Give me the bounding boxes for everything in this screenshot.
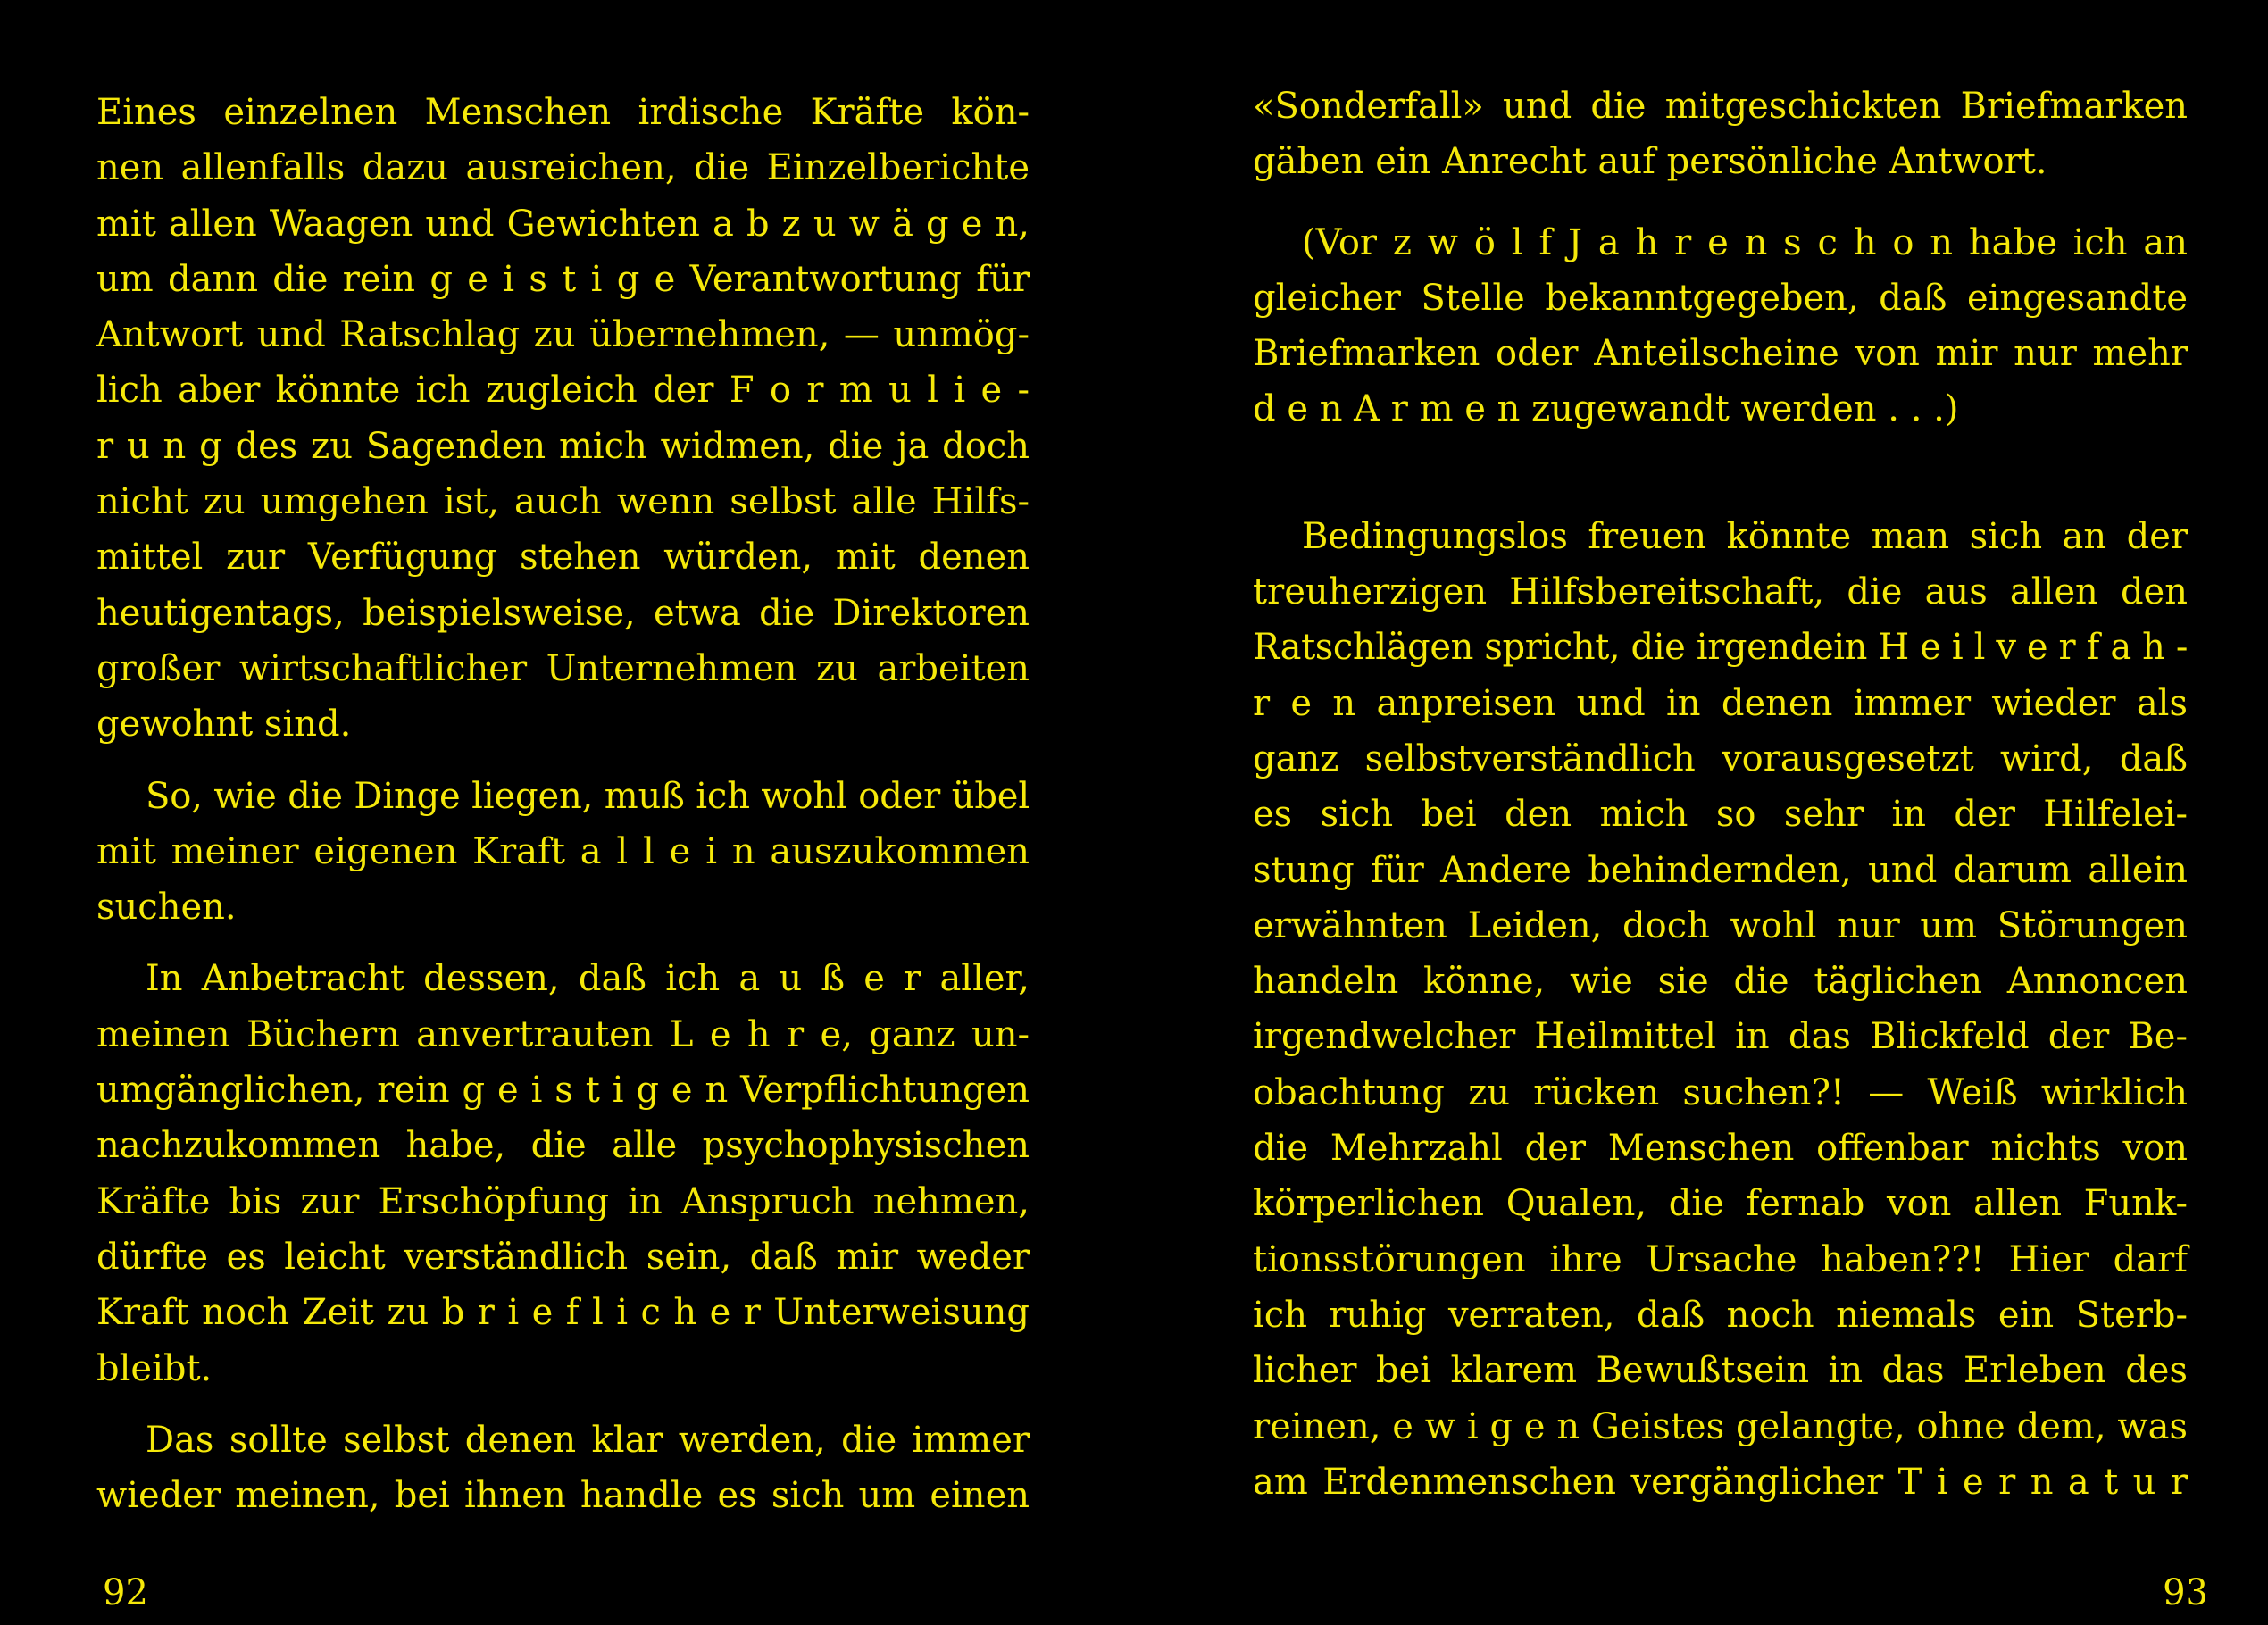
text-line: Ratschlägen spricht, die irgendein H e i l v e r f a h -: [1253, 627, 2188, 669]
text-line: stung für Andere behindernden, und darum allein: [1253, 849, 2188, 891]
text-line: um dann die rein g e i s t i g e Verantwortung für: [96, 258, 1030, 300]
text-line: lich aber könnte ich zugleich der F o r m u l i e -: [96, 370, 1030, 412]
text-line: gewohnt sind.: [96, 704, 352, 746]
text-line: nicht zu umgehen ist, auch wenn selbst alle Hilfs-: [96, 481, 1030, 523]
text-line: suchen.: [96, 887, 237, 929]
text-line: Kräfte bis zur Erschöpfung in Anspruch nehmen,: [96, 1180, 1030, 1222]
text-line: dürfte es leicht verständlich sein, daß mir weder: [96, 1236, 1030, 1278]
left-page: [0, 0, 1098, 1625]
text-line: r e n anpreisen und in denen immer wieder als: [1253, 682, 2188, 724]
text-line: «Sonderfall» und die mitgeschickten Briefmarken: [1253, 86, 2188, 127]
text-line: mit meiner eigenen Kraft a l l e i n auszukommen: [96, 830, 1030, 872]
text-line: ganz selbstverständlich vorausgesetzt wird, daß: [1253, 738, 2188, 779]
text-line: Kraft noch Zeit zu b r i e f l i c h e r Unterweisung: [96, 1292, 1030, 1334]
text-line: Eines einzelnen Menschen irdische Kräfte kön-: [96, 92, 1030, 133]
text-line: wieder meinen, bei ihnen handle es sich um einen: [96, 1475, 1030, 1517]
page-number: 92: [103, 1572, 148, 1613]
text-line: tionsstörungen ihre Ursache haben??! Hier darf: [1253, 1238, 2188, 1280]
text-line: mittel zur Verfügung stehen würden, mit denen: [96, 537, 1030, 579]
text-line: bleibt.: [96, 1347, 213, 1389]
text-line: So, wie die Dinge liegen, muß ich wohl oder übel: [146, 775, 1030, 817]
text-line: gäben ein Anrecht auf persönliche Antwort.: [1253, 141, 2047, 183]
text-line: ich ruhig verraten, daß noch niemals ein Sterb-: [1253, 1294, 2188, 1336]
text-line: umgänglichen, rein g e i s t i g e n Verpflichtungen: [96, 1070, 1030, 1112]
text-line: irgendwelcher Heilmittel in das Blickfeld der Be-: [1253, 1016, 2188, 1058]
text-line: Antwort und Ratschlag zu übernehmen, — unmög-: [96, 314, 1030, 356]
text-line: reinen, e w i g e n Geistes gelangte, ohne dem, was: [1253, 1405, 2188, 1447]
text-line: treuherzigen Hilfsbereitschaft, die aus allen den: [1253, 571, 2188, 613]
text-line: (Vor z w ö l f J a h r e n s c h o n habe ich an: [1302, 221, 2188, 263]
text-line: handeln könne, wie sie die täglichen Annoncen: [1253, 961, 2188, 1003]
page-number: 93: [2163, 1572, 2208, 1613]
text-line: mit allen Waagen und Gewichten a b z u w ä g e n,: [96, 203, 1030, 245]
text-line: meinen Büchern anvertrauten L e h r e, ganz un-: [96, 1013, 1030, 1055]
text-line: obachtung zu rücken suchen?! — Weiß wirklich: [1253, 1071, 2188, 1113]
text-line: körperlichen Qualen, die fernab von allen Funk-: [1253, 1183, 2188, 1225]
text-line: Das sollte selbst denen klar werden, die immer: [146, 1419, 1030, 1461]
text-line: erwähnten Leiden, doch wohl nur um Störungen: [1253, 904, 2188, 946]
text-line: Bedingungslos freuen könnte man sich an der: [1302, 515, 2188, 557]
text-line: heutigentags, beispielsweise, etwa die Direktoren: [96, 592, 1030, 634]
text-line: Briefmarken oder Anteilscheine von mir nur mehr: [1253, 333, 2188, 375]
right-page-text: [1253, 79, 2188, 1510]
text-line: am Erdenmenschen vergänglicher T i e r n a t u r: [1253, 1461, 2188, 1503]
text-line: In Anbetracht dessen, daß ich a u ß e r aller,: [146, 958, 1030, 1000]
text-line: großer wirtschaftlicher Unternehmen zu arbeiten: [96, 647, 1030, 689]
text-line: die Mehrzahl der Menschen offenbar nichts von: [1253, 1128, 2188, 1170]
text-line: d e n A r m e n zugewandt werden . . .): [1253, 388, 1959, 430]
text-line: gleicher Stelle bekanntgegeben, daß eingesandte: [1253, 277, 2188, 319]
left-page-text: [96, 85, 1030, 1523]
right-page: [1161, 0, 2268, 1625]
text-line: nachzukommen habe, die alle psychophysischen: [96, 1125, 1030, 1167]
text-line: es sich bei den mich so sehr in der Hilfelei-: [1253, 794, 2188, 836]
text-line: nen allenfalls dazu ausreichen, die Einzelberichte: [96, 147, 1030, 189]
text-line: r u n g des zu Sagenden mich widmen, die ja doch: [96, 425, 1030, 467]
text-line: licher bei klarem Bewußtsein in das Erleben des: [1253, 1350, 2188, 1392]
